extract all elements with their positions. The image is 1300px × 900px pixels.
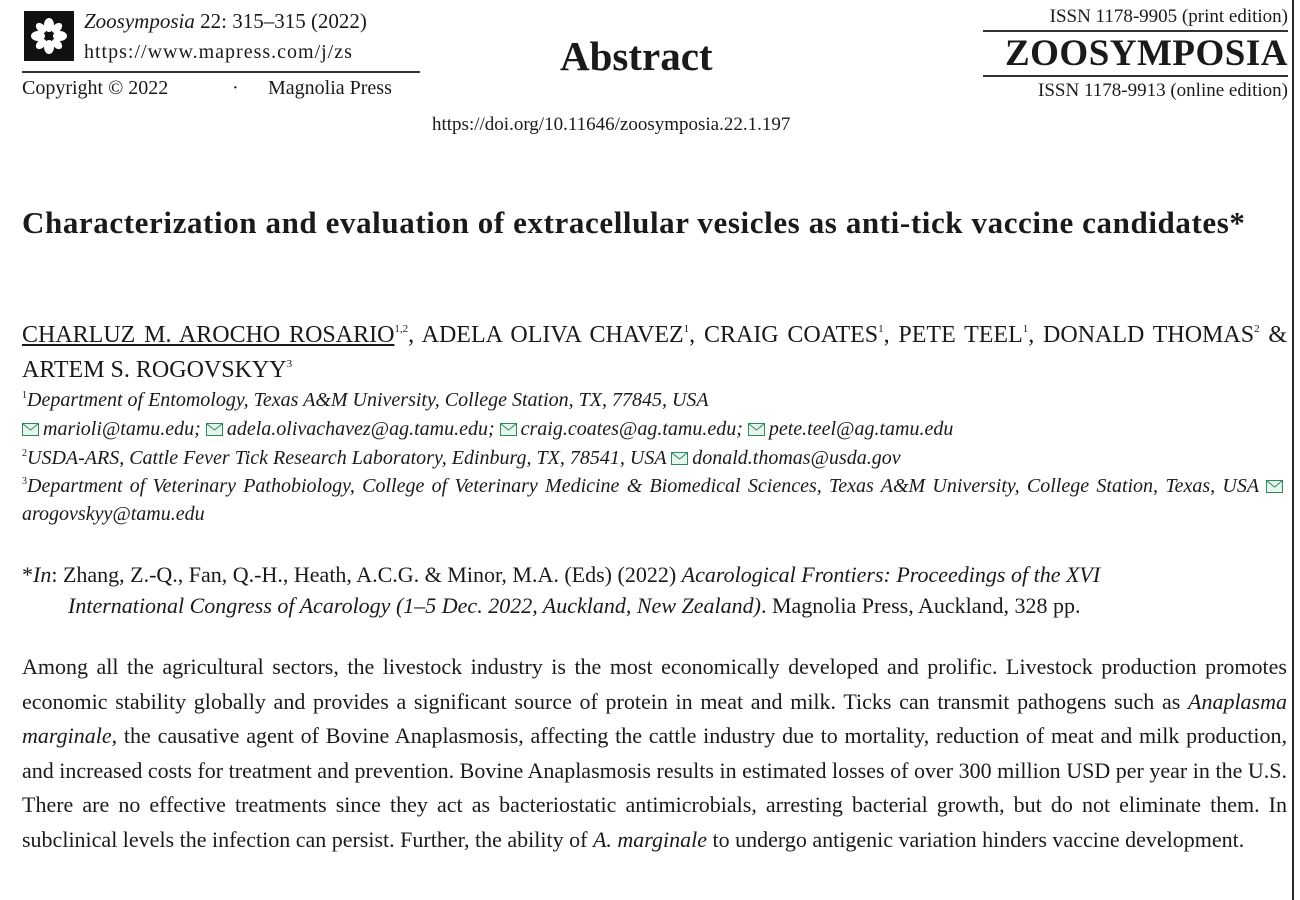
affiliation-1: $^1$Department of Entomology, Texas A&M University, College Station, TX, 77845, USA: [22, 389, 709, 411]
mail-icon: [1266, 480, 1283, 493]
issn-divider-top: [983, 30, 1288, 32]
issn-print: ISSN 1178-9905 (print edition): [1049, 6, 1288, 27]
author-list: CHARLUZ M. AROCHO ROSARIO$^{1,2}$, ADELA OLIVA CHAVEZ$^1$, CRAIG COATES$^1$, PETE TEEL$^1$, DONALD THOMAS$^2$ & ARTEM S. ROGOVSKYY$^3$: [22, 322, 1288, 383]
page-edge: [1292, 0, 1294, 900]
journal-citation: Zoosymposia 22: 315–315 (2022): [84, 9, 367, 33]
section-label: Abstract: [560, 33, 713, 79]
author-name: ARTEM S. ROGOVSKYY: [22, 357, 287, 383]
proceedings-note: *In: Zhang, Z.-Q., Fan, Q.-H., Heath, A.C.G. & Minor, M.A. (Eds) (2022) Acarological Frontiers: Proceedings of the XVI International Congress of Acarology (1–5 Dec. 2022, Auckland, New Zealand). Magnolia Press, Auckland, 328 pp.: [22, 562, 1101, 618]
issn-divider-bottom: [983, 75, 1288, 77]
species-name: A. marginale: [592, 826, 708, 852]
journal-url[interactable]: https://www.mapress.com/j/zs: [84, 41, 353, 63]
author-name: DONALD THOMAS: [1043, 322, 1255, 348]
email-link[interactable]: pete.teel@ag.tamu.edu: [748, 418, 953, 440]
email-link[interactable]: donald.thomas@usda.gov: [671, 447, 900, 469]
email-link[interactable]: craig.coates@ag.tamu.edu;: [500, 418, 743, 440]
mail-icon: [748, 423, 765, 436]
email-link[interactable]: marioli@tamu.edu;: [22, 418, 201, 440]
flower-icon: [29, 16, 69, 56]
abstract-body: Among all the agricultural sectors, the livestock industry is the most economically developed and prolific. Livestock production promotes economic stability globally and provides a significant source of protein in meat and milk. Ticks can transmit pathogens such as Anaplasma marginale, the causative agent of Bovine Anaplasmosis, affecting the cattle industry due to mortality, reduction of meat and milk production, and increased costs for treatment and prevention. Bovine Anaplasmosis results in estimated losses of over 300 million USD per year in the U.S. There are no effective treatments since they act as bacteriostatic antimicrobials, arresting bacterial growth, but do not eliminate them. In subclinical levels the infection can persist. Further, the ability of A. marginale to undergo antigenic variation hinders vaccine development.: [22, 654, 1287, 852]
issn-block: [983, 6, 1288, 102]
species-name: Anaplasma marginale: [22, 688, 1287, 748]
journal-logo: [24, 11, 74, 61]
journal-brand: ZOOSYMPOSIA: [1004, 33, 1288, 74]
header-divider: [22, 71, 420, 73]
doi-link[interactable]: https://doi.org/10.11646/zoosymposia.22.1.197: [432, 114, 791, 135]
paper-title: Characterization and evaluation of extracellular vesicles as anti-tick vaccine candidates*: [22, 205, 1246, 240]
author-name: CRAIG COATES: [703, 322, 879, 348]
author-name: PETE TEEL: [898, 322, 1023, 348]
email-link[interactable]: arogovskyy@tamu.edu: [22, 475, 1287, 525]
mail-icon: [671, 452, 688, 465]
mail-icon: [22, 423, 39, 436]
mail-icon: [206, 423, 223, 436]
affiliation-3: $^3$Department of Veterinary Pathobiology, College of Veterinary Medicine & Biomedical Sciences, Texas A&M University, College Station, Texas, USA arogovskyy@tamu.edu: [22, 472, 1287, 528]
author-name[interactable]: CHARLUZ M. AROCHO ROSARIO: [22, 322, 395, 348]
author-name: ADELA OLIVA CHAVEZ: [421, 322, 684, 348]
email-link[interactable]: adela.olivachavez@ag.tamu.edu;: [206, 418, 495, 440]
affiliation-1-emails: [22, 415, 1287, 443]
affiliation-2: $^2$USDA-ARS, Cattle Fever Tick Research Laboratory, Edinburg, TX, 78541, USA donald.thomas@usda.gov: [22, 447, 901, 469]
copyright-line: Copyright © 2022 · Magnolia Press: [22, 77, 392, 99]
issn-online: ISSN 1178-9913 (online edition): [1038, 80, 1288, 101]
mail-icon: [500, 423, 517, 436]
